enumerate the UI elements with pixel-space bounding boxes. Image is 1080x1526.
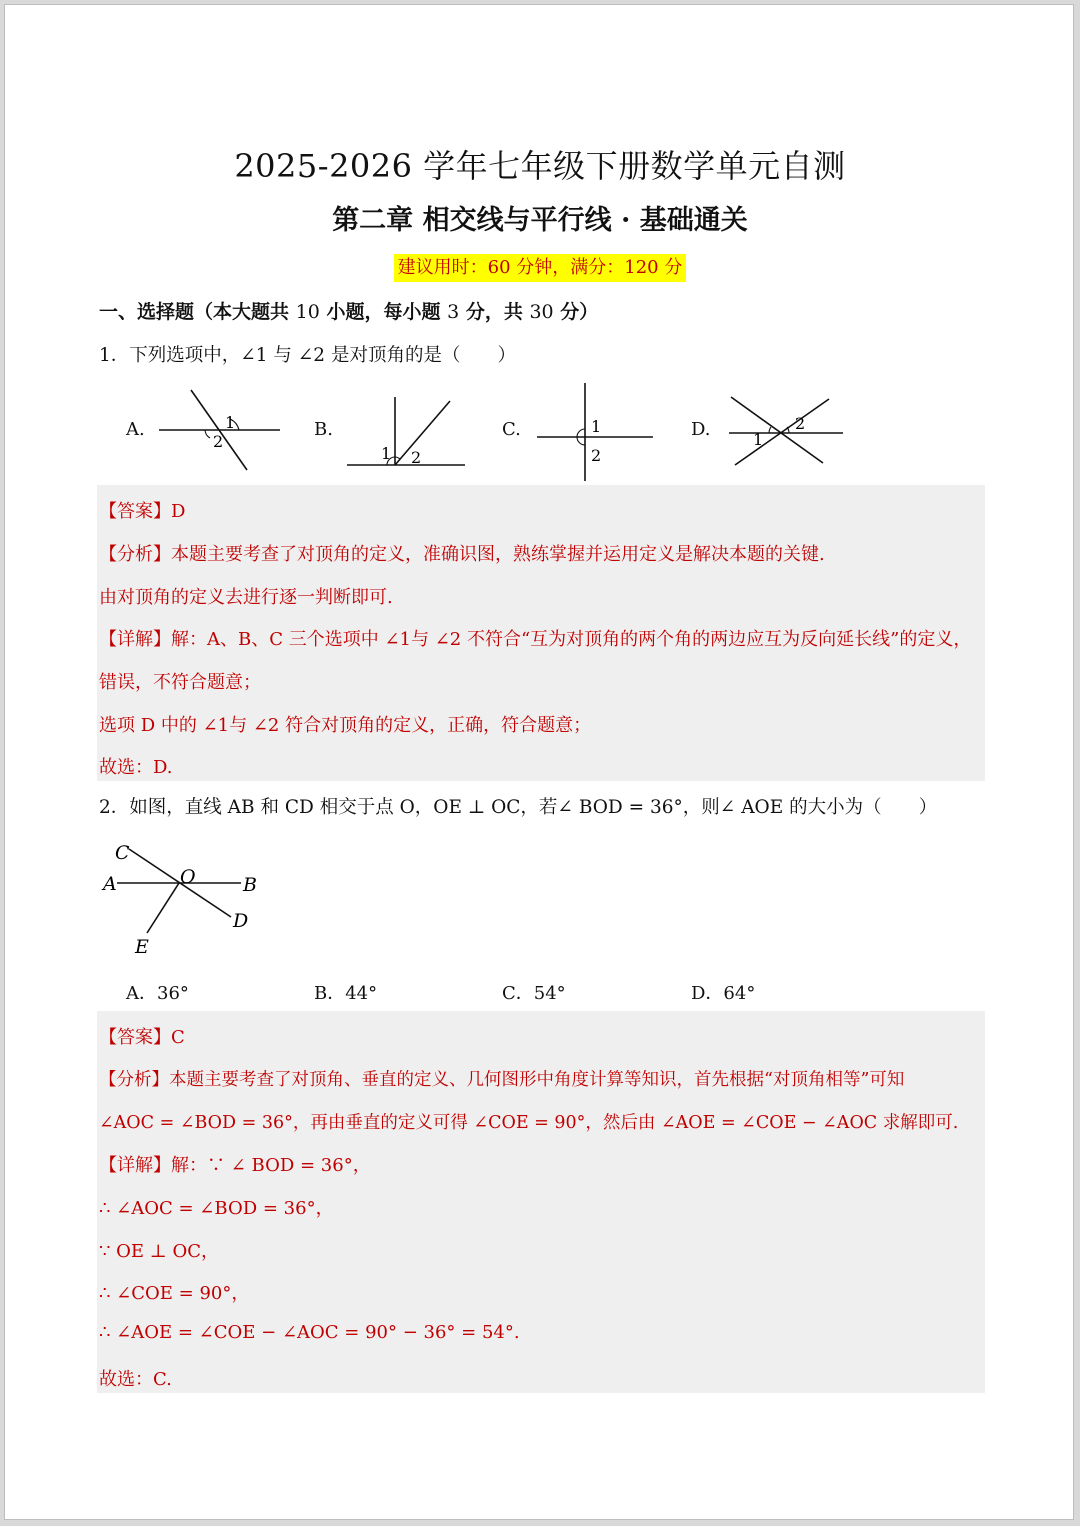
q2-point-c: C xyxy=(115,842,130,864)
q2-answer-box xyxy=(97,1011,985,1393)
q2-figure xyxy=(95,833,275,959)
q1-option-d-label: D. xyxy=(691,419,711,440)
q2-point-d: D xyxy=(233,910,249,932)
page-title: 2025-2026 学年七年级下册数学单元自测 xyxy=(234,147,846,185)
q2-detail-6: 故选：C. xyxy=(99,1369,172,1390)
q2-point-a: A xyxy=(103,873,117,895)
q1b-angle-2: 2 xyxy=(411,448,422,467)
q1-figure-b xyxy=(343,393,469,471)
q1-answer-box xyxy=(97,485,985,781)
q1b-angle-1: 1 xyxy=(381,444,392,463)
q1-detail-3: 选项 D 中的 ∠1与 ∠2 符合对顶角的定义，正确，符合题意； xyxy=(99,715,592,736)
q2-option-a: A．36° xyxy=(126,983,189,1004)
time-note: 建议用时：60 分钟，满分：120 分 xyxy=(394,254,687,282)
q2-option-c: C．54° xyxy=(502,983,566,1004)
q2-option-b: B．44° xyxy=(314,983,378,1004)
question-2-stem: 2．如图，直线 AB 和 CD 相交于点 O，OE ⊥ OC，若∠ BOD = 36°，则∠ AOE 的大小为（ ） xyxy=(99,797,938,818)
document-page xyxy=(4,4,1074,1520)
q1c-angle-2: 2 xyxy=(591,446,602,465)
q1-analysis: 【分析】本题主要考查了对顶角的定义，准确识图，熟练掌握并运用定义是解决本题的关键. xyxy=(99,544,825,565)
q1-detail-1: 【详解】解：A、B、C 三个选项中 ∠1与 ∠2 不符合“互为对顶角的两个角的两边应互为反向延长线”的定义， xyxy=(99,629,972,650)
q1-option-c-label: C. xyxy=(502,419,521,440)
q1-option-a-label: A. xyxy=(126,419,145,440)
q1c-angle-1: 1 xyxy=(591,417,602,436)
q1-answer: 【答案】D xyxy=(99,501,186,522)
q2-point-b: B xyxy=(243,874,257,896)
q1-option-b-label: B. xyxy=(314,419,333,440)
q1d-angle-1: 1 xyxy=(753,430,764,449)
q2-analysis: 【分析】本题主要考查了对顶角、垂直的定义、几何图形中角度计算等知识，首先根据“对顶角相等”可知 xyxy=(99,1070,905,1090)
q1-analysis-2: 由对顶角的定义去进行逐一判断即可. xyxy=(99,587,393,608)
q2-answer: 【答案】C xyxy=(99,1027,185,1048)
chapter-subtitle: 第二章 相交线与平行线 · 基础通关 xyxy=(332,205,748,236)
q2-detail-3: ∵ OE ⊥ OC， xyxy=(99,1241,219,1262)
q1a-angle-2: 2 xyxy=(213,432,224,451)
q2-detail-5: ∴ ∠AOE = ∠COE − ∠AOC = 90° − 36° = 54°. xyxy=(99,1322,520,1343)
q2-option-d: D．64° xyxy=(691,983,756,1004)
time-note-wrap xyxy=(5,254,1075,282)
q2-detail-1: 【详解】解：∵ ∠ BOD = 36°， xyxy=(99,1155,371,1176)
q2-point-o: O xyxy=(180,866,196,888)
q1-detail-4: 故选：D. xyxy=(99,757,173,778)
question-1-stem: 1．下列选项中，∠1 与 ∠2 是对顶角的是（ ） xyxy=(99,345,516,366)
q1-figure-c xyxy=(533,379,657,485)
q1-detail-2: 错误，不符合题意； xyxy=(99,672,261,693)
q1d-angle-2: 2 xyxy=(795,414,806,433)
q2-analysis-2: ∠AOC = ∠BOD = 36°，再由垂直的定义可得 ∠COE = 90°，然后由 ∠AOE = ∠COE − ∠AOC 求解即可. xyxy=(99,1113,959,1133)
section-heading: 一、选择题（本大题共 10 小题，每小题 3 分，共 30 分） xyxy=(99,301,599,323)
q1-figure-a xyxy=(155,383,285,475)
q1-figure-d xyxy=(723,389,847,473)
q1a-angle-1: 1 xyxy=(225,413,236,432)
q2-detail-2: ∴ ∠AOC = ∠BOD = 36°， xyxy=(99,1198,334,1219)
q2-detail-4: ∴ ∠COE = 90°， xyxy=(99,1283,250,1304)
q2-point-e: E xyxy=(135,936,149,958)
